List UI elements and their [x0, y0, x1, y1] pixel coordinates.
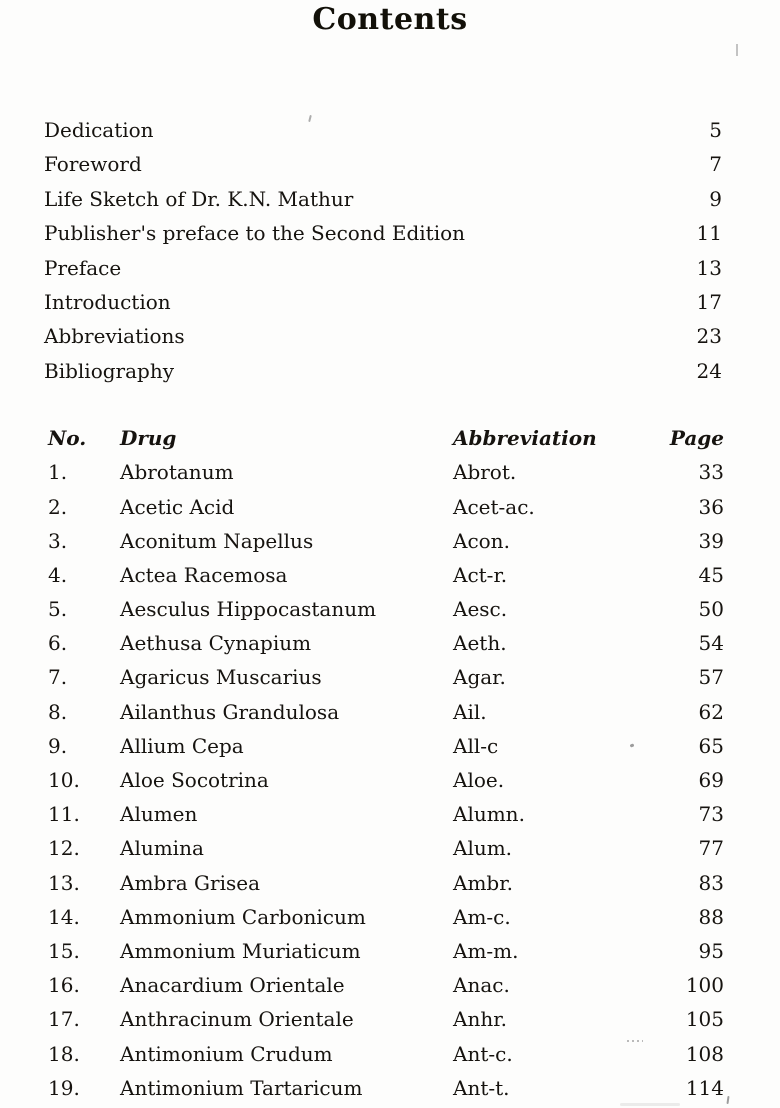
table-row: [48, 455, 724, 489]
cell-abbreviation: Alumn.: [453, 802, 525, 827]
entry-label: Dedication: [44, 118, 154, 142]
table-row: [48, 1002, 724, 1036]
cell-page: 33: [698, 460, 724, 485]
scan-artifact: [736, 44, 738, 56]
table-row: [48, 763, 724, 797]
table-row: [48, 695, 724, 729]
table-row: [48, 729, 724, 763]
cell-page: 36: [698, 494, 724, 519]
table-row: [48, 626, 724, 660]
table-header-row: [48, 421, 724, 455]
cell-abbreviation: Anac.: [453, 973, 510, 998]
cell-no: 14.: [48, 904, 80, 929]
cell-page: 39: [698, 528, 724, 553]
cell-drug: Anthracinum Orientale: [120, 1007, 354, 1032]
cell-no: 6.: [48, 631, 68, 656]
cell-no: 5.: [48, 597, 68, 622]
front-matter-row: [44, 354, 722, 388]
entry-label: Life Sketch of Dr. K.N. Mathur: [44, 186, 354, 211]
cell-abbreviation: Ambr.: [453, 870, 513, 895]
cell-no: 7.: [48, 665, 68, 690]
cell-abbreviation: Acet-ac.: [453, 494, 535, 519]
front-matter-row: [44, 113, 722, 147]
table-row: [48, 968, 724, 1002]
entry-page: 13: [696, 255, 722, 280]
front-matter-row: [44, 251, 722, 285]
cell-drug: Anacardium Orientale: [120, 973, 345, 998]
cell-abbreviation: Aeth.: [453, 631, 507, 656]
cell-no: 17.: [48, 1007, 80, 1032]
cell-drug: Acetic Acid: [120, 494, 235, 519]
cell-no: 12.: [48, 836, 80, 861]
cell-page: 105: [685, 1007, 724, 1032]
cell-drug: Agaricus Muscarius: [120, 665, 322, 690]
cell-drug: Aconitum Napellus: [120, 528, 314, 553]
cell-page: 62: [698, 699, 724, 724]
cell-page: 69: [698, 768, 724, 792]
table-row: [48, 866, 724, 900]
front-matter-row: [44, 285, 722, 319]
cell-no: 2.: [48, 494, 68, 519]
cell-page: 45: [698, 562, 724, 587]
table-row: [48, 1071, 724, 1105]
header-no: No.: [48, 426, 87, 451]
cell-abbreviation: Am-c.: [453, 904, 511, 929]
entry-page: 17: [696, 289, 722, 314]
cell-no: 16.: [48, 973, 80, 998]
cell-drug: Alumen: [120, 802, 198, 827]
cell-page: 50: [698, 597, 724, 622]
cell-drug: Ammonium Carbonicum: [120, 904, 366, 929]
cell-page: 100: [685, 973, 724, 998]
cell-page: 65: [698, 733, 724, 758]
front-matter-row: [44, 147, 722, 181]
cell-abbreviation: Aesc.: [453, 597, 508, 622]
cell-no: 8.: [48, 699, 68, 724]
cell-abbreviation: Alum.: [453, 836, 513, 861]
table-row: [48, 797, 724, 831]
cell-abbreviation: Abrot.: [453, 460, 517, 485]
header-abbreviation: Abbreviation: [453, 426, 597, 451]
header-drug: Drug: [120, 426, 177, 451]
table-row: [48, 900, 724, 934]
entry-label: Foreword: [44, 152, 142, 177]
cell-page: 73: [698, 802, 724, 827]
cell-drug: Antimonium Tartaricum: [120, 1075, 363, 1100]
entry-page: 23: [696, 324, 722, 349]
cell-drug: Aesculus Hippocastanum: [120, 597, 377, 622]
front-matter-row: [44, 216, 722, 250]
entry-page: 7: [709, 152, 722, 177]
cell-abbreviation: Anhr.: [453, 1007, 507, 1032]
cell-no: 1.: [48, 460, 68, 485]
drug-index-table: [0, 421, 780, 1105]
table-row: [48, 934, 724, 968]
cell-no: 4.: [48, 562, 68, 587]
cell-drug: Ailanthus Grandulosa: [120, 699, 340, 724]
cell-abbreviation: Ant-c.: [453, 1041, 513, 1066]
entry-label: Bibliography: [44, 358, 174, 383]
cell-drug: Abrotanum: [120, 460, 234, 485]
cell-abbreviation: Ail.: [453, 699, 487, 724]
entry-page: 11: [696, 221, 722, 246]
table-row: [48, 831, 724, 865]
cell-abbreviation: Agar.: [453, 665, 506, 690]
cell-no: 3.: [48, 528, 68, 553]
table-row: [48, 592, 724, 626]
cell-drug: Allium Cepa: [120, 733, 244, 758]
cell-drug: Aethusa Cynapium: [120, 631, 312, 656]
cell-page: 83: [698, 870, 724, 895]
cell-drug: Alumina: [120, 836, 204, 861]
cell-abbreviation: All-c: [453, 733, 499, 758]
page-title: Contents: [312, 2, 468, 37]
cell-drug: Ambra Grisea: [120, 870, 261, 895]
cell-no: 19.: [48, 1075, 80, 1100]
cell-no: 15.: [48, 938, 80, 963]
table-row: [48, 490, 724, 524]
cell-drug: Ammonium Muriaticum: [120, 938, 361, 963]
cell-page: 95: [698, 938, 724, 963]
cell-no: 11.: [48, 802, 80, 827]
cell-page: 57: [698, 665, 724, 690]
cell-drug: Actea Racemosa: [120, 562, 288, 587]
table-row: [48, 660, 724, 694]
table-row: [48, 524, 724, 558]
cell-page: 77: [698, 836, 724, 861]
entry-label: Preface: [44, 255, 122, 280]
cell-no: 10.: [48, 768, 80, 792]
cell-no: 18.: [48, 1041, 80, 1066]
cell-abbreviation: Am-m.: [453, 938, 519, 963]
front-matter-list: [0, 113, 780, 388]
cell-page: 88: [698, 904, 724, 929]
cell-abbreviation: Ant-t.: [453, 1075, 510, 1100]
cell-drug: Aloe Socotrina: [120, 768, 269, 792]
table-row: [48, 558, 724, 592]
table-row: [48, 1037, 724, 1071]
entry-label: Publisher's preface to the Second Edition: [44, 221, 466, 246]
entry-page: 24: [696, 358, 722, 383]
front-matter-row: [44, 319, 722, 353]
cell-abbreviation: Aloe.: [453, 768, 505, 792]
entry-page: 5: [709, 118, 722, 142]
cell-no: 9.: [48, 733, 68, 758]
entry-label: Introduction: [44, 289, 171, 314]
entry-label: Abbreviations: [44, 324, 185, 349]
front-matter-row: [44, 182, 722, 216]
cell-page: 54: [698, 631, 724, 656]
cell-no: 13.: [48, 870, 80, 895]
header-page: Page: [669, 426, 724, 451]
cell-drug: Antimonium Crudum: [120, 1041, 333, 1066]
entry-page: 9: [709, 186, 722, 211]
cell-abbreviation: Acon.: [453, 528, 510, 553]
cell-abbreviation: Act-r.: [453, 562, 508, 587]
cell-page: 108: [685, 1041, 724, 1066]
cell-page: 114: [685, 1075, 724, 1100]
